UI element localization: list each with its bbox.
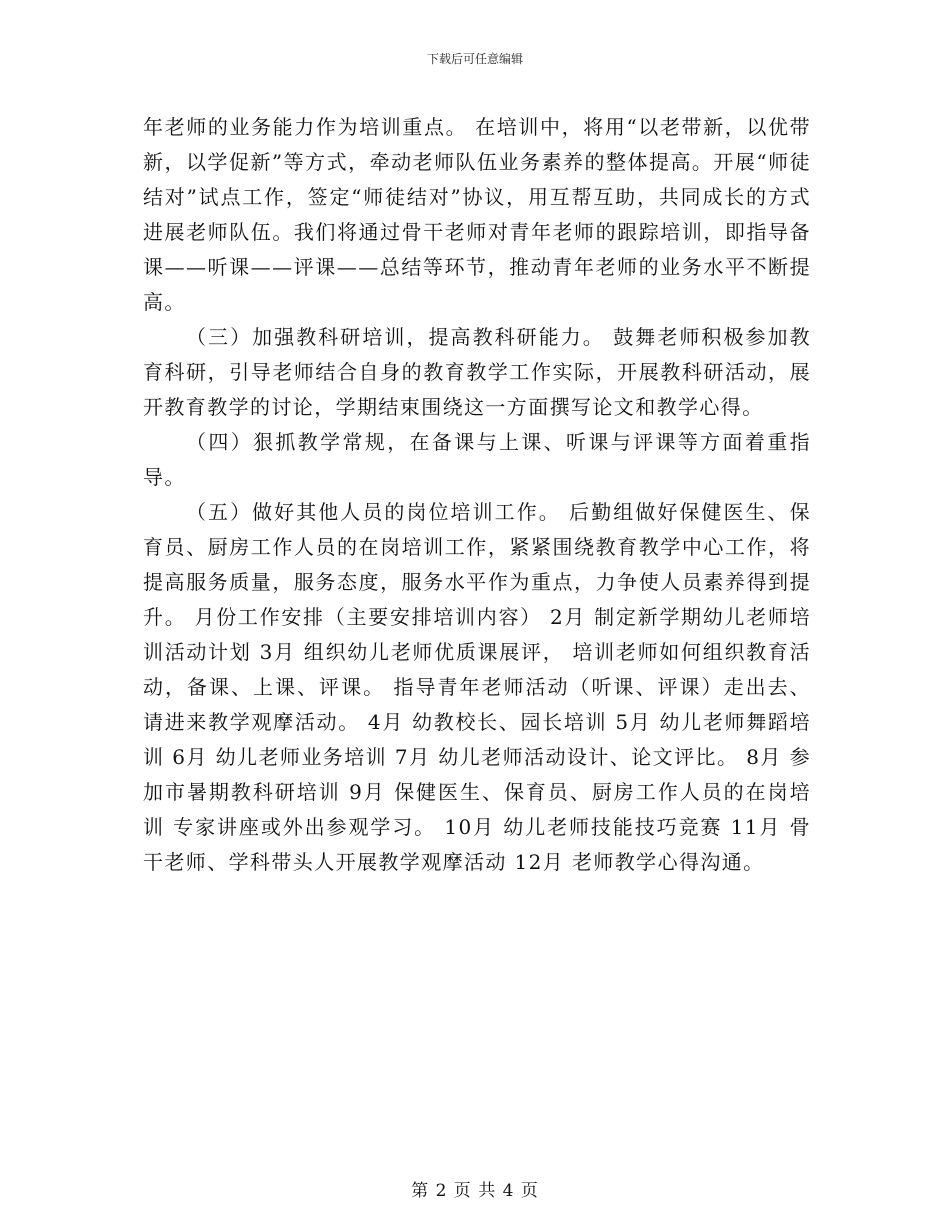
page-header: 下载后可任意编辑 <box>426 52 523 66</box>
paragraph-section-5: （五）做好其他人员的岗位培训工作。 后勤组做好保健医生、保育员、厨房工作人员的在岗培训工作，紧紧围绕教育教学中心工作，将提高服务质量，服务态度，服务水平作为重点，力争使人员素养得到提升。 月份工作安排（主要安排培训内容） 2月 制定新学期幼儿老师培训活动计划 3月 组织幼儿老师优质课展评， 培训老师如何组织教育活动，备课、上课、评课。 指导青年老师活动（听课、评课）走出去、请进来教学观摩活动。 4月 幼教校长、园长培训 5月 幼儿老师舞蹈培训 6月 幼儿老师业务培训 7月 幼儿老师活动设计、论文评比。 8月 参加市暑期教科研培训 9月 保健医生、保育员、厨房工作人员的在岗培训 专家讲座或外出参观学习。 10月 幼儿老师技能技巧竞赛 11月 骨干老师、学科带头人开展教学观摩活动 12月 老师教学心得沟通。 <box>143 500 811 874</box>
paragraph-section-3: （三）加强教科研培训，提高教科研能力。 鼓舞老师积极参加教育科研，引导老师结合自身的教育教学工作实际，开展教科研活动，展开教育教学的讨论，学期结束围绕这一方面撰写论文和教学心得。 <box>143 325 811 419</box>
document-body <box>143 110 811 880</box>
page-number: 第 2 页 共 4 页 <box>411 1181 539 1201</box>
paragraph-continuation: 年老师的业务能力作为培训重点。 在培训中，将用“以老带新，以优带新，以学促新”等方式，牵动老师队伍业务素养的整体提高。开展“师徒结对”试点工作，签定“师徒结对”协议，用互帮互助，共同成长的方式进展老师队伍。我们将通过骨干老师对青年老师的跟踪培训，即指导备课——听课——评课——总结等环节，推动青年老师的业务水平不断提高。 <box>143 115 811 314</box>
paragraph-section-4: （四）狠抓教学常规，在备课与上课、听课与评课等方面着重指导。 <box>143 430 811 489</box>
